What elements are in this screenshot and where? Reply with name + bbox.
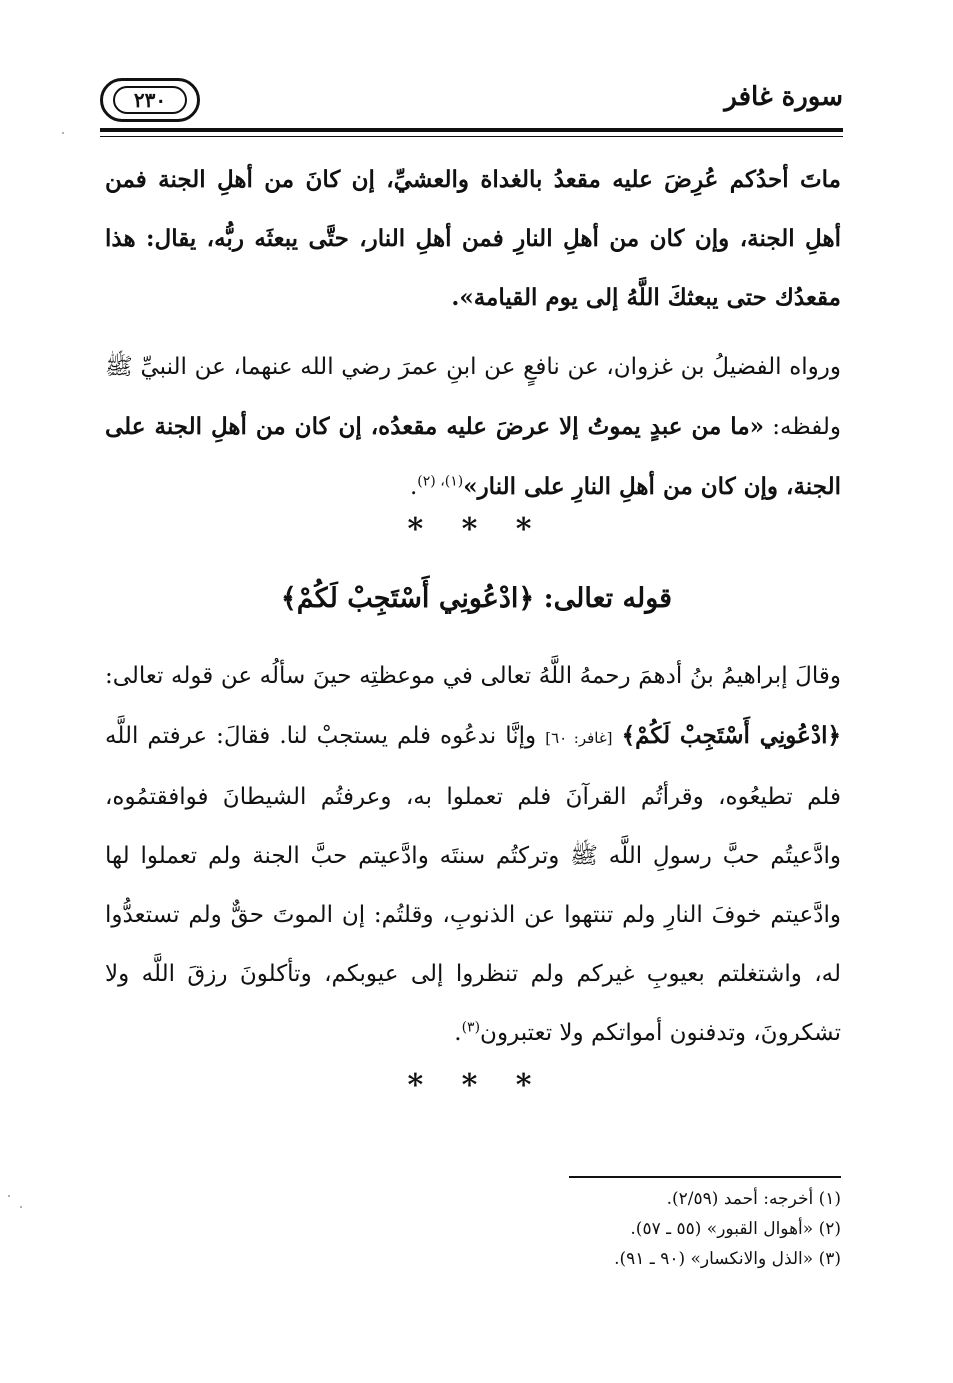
paragraph-3-verse-ref: [غافر: ٦٠]	[545, 729, 613, 747]
paragraph-2-quote: «ما من عبدٍ يموتُ إلا عرضَ عليه مقعدُه، إن كان من أهلِ الجنة على الجنة، وإن كان من أهلِ النارِ على النار»	[105, 413, 841, 500]
page-header	[100, 78, 843, 134]
header-rule-thin	[100, 136, 843, 137]
section-separator-1: * * *	[407, 512, 546, 547]
footnotes	[341, 1184, 841, 1274]
footnote-1: (١) أخرجه: أحمد (٢/٥٩).	[666, 1189, 841, 1209]
paragraph-3	[105, 647, 841, 1063]
paragraph-1-text: ماتَ أحدُكم عُرِضَ عليه مقعدُ بالغداة والعشيِّ، إن كانَ من أهلِ الجنة فمن أهلِ الجنة، وإن كان من أهلِ النارِ فمن أهلِ النار، حتَّى يبعثَه ربُّه، يقال: هذا مقعدُك حتى يبعثكَ اللَّهُ إلى يوم القيامة».	[105, 166, 841, 311]
scan-speck	[62, 132, 64, 134]
footnote-2: (٢) «أهوال القبور» (٥٥ ـ ٥٧).	[630, 1219, 841, 1239]
page-number-badge	[100, 78, 200, 122]
paragraph-2	[105, 338, 841, 517]
paragraph-3-verse: ﴿ادْعُونِي أَسْتَجِبْ لَكُمْ﴾	[621, 722, 842, 749]
section-heading-verse: ﴿ادْعُونِي أَسْتَجِبْ لَكُمْ﴾	[280, 583, 535, 614]
footnote-rule	[569, 1176, 841, 1178]
scan-speck	[20, 1206, 22, 1208]
page-number: ٢٣٠	[113, 86, 187, 114]
paragraph-3-intro: وقالَ إبراهيمُ بنُ أدهمَ رحمهُ اللَّهُ تعالى في موعظتِه حينَ سألُه عن قوله تعالى:	[105, 663, 841, 689]
footnote-marks-1-2[interactable]: (١)، (٢)	[417, 473, 464, 490]
paragraph-3-tail: .	[454, 1020, 462, 1046]
paragraph-1	[105, 150, 841, 327]
paragraph-3-body: وإنَّا ندعُوه فلم يستجبْ لنا. فقالَ: عرفتم اللَّه فلم تطيعُوه، وقرأتُم القرآنَ فلم تعملوا به، وعرفتُم الشيطانَ فوافقتمُوه، وادَّعيتُم حبَّ رسولِ اللَّه ﷺ وتركتُم سنتَه وادَّعيتم حبَّ الجنة ولم تعملوا لها وادَّعيتم خوفَ النارِ ولم تنتهوا عن الذنوبِ، وقلتُم: إن الموتَ حقٌّ ولم تستعدُّوا له، واشتغلتم بعيوبِ غيركم ولم تنظروا إلى عيوبكم، وتأكلونَ رزقَ اللَّه ولا تشكرونَ، وتدفنون أمواتكم ولا تعتبرون	[105, 723, 841, 1046]
paragraph-2-tail: .	[409, 474, 418, 500]
header-rule-thick	[100, 128, 843, 132]
section-heading-lead: قوله تعالى:	[534, 583, 673, 614]
section-separator-2: * * *	[407, 1068, 546, 1103]
scan-speck	[8, 1195, 10, 1197]
section-heading	[0, 583, 953, 614]
surah-title: سورة غافر	[724, 82, 843, 112]
paragraph-2-intro: ورواه الفضيلُ بن غزوان، عن نافعٍ عن ابنِ عمرَ رضي الله عنهما، عن النبيِّ ﷺ ولفظه:	[105, 354, 841, 440]
footnote-3: (٣) «الذل والانكسار» (٩٠ ـ ٩١).	[614, 1249, 841, 1269]
footnote-mark-3[interactable]: (٣)	[461, 1019, 481, 1036]
